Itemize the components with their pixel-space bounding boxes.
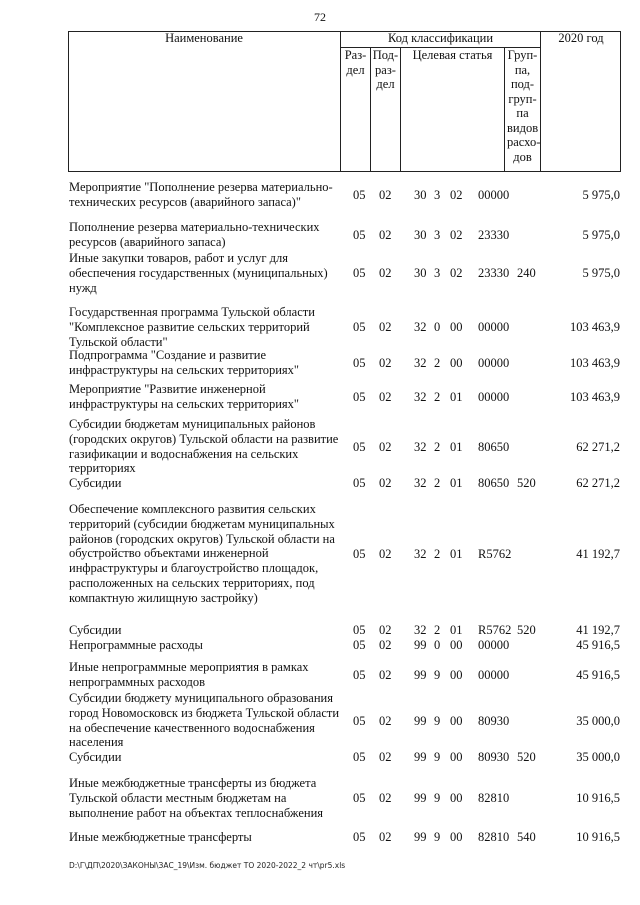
row-name: Государственная программа Тульской области "Комплексное развитие сельских территорий Тульской области" (69, 305, 315, 349)
row-pr: 02 (379, 791, 392, 806)
row-c: 00 (450, 638, 463, 652)
table-row (0, 660, 640, 690)
row-a: 99 (414, 638, 427, 652)
row-d: 82810 (478, 791, 510, 806)
row-name: Подпрограмма "Создание и развитие инфраструктуры на сельских территориях" (69, 348, 300, 377)
row-b: 2 (434, 389, 441, 404)
row-pr: 02 (379, 355, 392, 370)
row-pr: 02 (379, 439, 392, 454)
row-c: 02 (450, 227, 463, 242)
row-a: 32 (414, 546, 427, 561)
header-podrazdel: Под-раз-дел (370, 47, 400, 172)
row-c: 01 (450, 476, 463, 490)
row-name: Субсидии бюджетам муниципальных районов (городских округов) Тульской области на развитие газификации и водоснабжения на сельских территориях (69, 417, 339, 476)
row-b: 9 (434, 791, 441, 806)
row-r: 05 (353, 389, 366, 404)
header-name-cell (68, 31, 340, 172)
row-d: 00000 (478, 667, 510, 682)
row-amount: 5 975,0 (582, 227, 620, 242)
row-r: 05 (353, 830, 366, 844)
row-a: 99 (414, 667, 427, 682)
row-grp: 520 (517, 623, 536, 637)
row-amount: 103 463,9 (570, 389, 620, 404)
header-target: Целевая статья (400, 47, 504, 172)
row-b: 9 (434, 830, 441, 844)
row-c: 02 (450, 187, 463, 202)
row-r: 05 (353, 667, 366, 682)
row-b: 0 (434, 638, 441, 652)
table-row (0, 830, 640, 845)
row-pr: 02 (379, 830, 392, 844)
row-a: 30 (414, 227, 427, 242)
row-a: 32 (414, 320, 427, 335)
table-row (0, 638, 640, 653)
table-row (0, 476, 640, 491)
row-c: 01 (450, 623, 463, 637)
row-pr: 02 (379, 750, 392, 764)
row-name: Субсидии (69, 623, 122, 637)
row-amount: 35 000,0 (576, 713, 620, 728)
row-pr: 02 (379, 638, 392, 652)
row-b: 2 (434, 439, 441, 454)
row-a: 32 (414, 623, 427, 637)
row-name: Обеспечение комплексного развития сельских территорий (субсидии бюджетам муниципальных районов (городских округов) Тульской области на обустройство объектами инженерной инфраструктуры и благоустройство площадок, расположенных на сельских территориях, под компактную жилищную застройку) (69, 502, 335, 605)
table-row (0, 220, 640, 250)
row-amount: 62 271,2 (576, 439, 620, 454)
row-r: 05 (353, 638, 366, 652)
row-pr: 02 (379, 187, 392, 202)
row-d: 80650 (478, 439, 510, 454)
table-row (0, 776, 640, 820)
row-amount: 103 463,9 (570, 320, 620, 335)
row-amount: 5 975,0 (582, 187, 620, 202)
row-c: 00 (450, 830, 463, 844)
row-c: 00 (450, 320, 463, 335)
row-d: R5762 (478, 546, 512, 561)
row-grp: 540 (517, 830, 536, 844)
header-razdel: Раз-дел (340, 47, 370, 172)
row-d: 80930 (478, 750, 510, 764)
row-amount: 45 916,5 (576, 667, 620, 682)
row-a: 30 (414, 187, 427, 202)
row-pr: 02 (379, 476, 392, 490)
row-name: Субсидии (69, 476, 122, 490)
row-b: 2 (434, 355, 441, 370)
row-name: Иные непрограммные мероприятия в рамках непрограммных расходов (69, 660, 309, 689)
table-row (0, 348, 640, 378)
row-b: 3 (434, 227, 441, 242)
row-c: 00 (450, 667, 463, 682)
row-a: 32 (414, 389, 427, 404)
row-amount: 45 916,5 (576, 638, 620, 652)
row-pr: 02 (379, 623, 392, 637)
row-r: 05 (353, 187, 366, 202)
row-d: 23330 (478, 227, 510, 242)
row-a: 99 (414, 713, 427, 728)
header-year: 2020 год (540, 31, 621, 172)
footer-path: D:\Г\ДП\2020\ЗАКОНЫ\ЗАС_19\Изм. бюджет ТО 2020-2022_2 чт\pr5.xls (69, 861, 346, 870)
row-amount: 41 192,7 (576, 623, 620, 637)
row-b: 9 (434, 713, 441, 728)
row-b: 2 (434, 476, 441, 490)
row-pr: 02 (379, 266, 392, 281)
row-a: 32 (414, 439, 427, 454)
row-c: 01 (450, 439, 463, 454)
row-amount: 35 000,0 (576, 750, 620, 764)
row-r: 05 (353, 320, 366, 335)
row-d: 80930 (478, 713, 510, 728)
row-d: 82810 (478, 830, 510, 844)
row-name: Иные межбюджетные трансферты (69, 830, 252, 844)
table-row (0, 623, 640, 638)
row-name: Пополнение резерва материально-технических ресурсов (аварийного запаса) (69, 220, 320, 249)
table-row (0, 750, 640, 765)
row-name: Субсидии (69, 750, 122, 764)
row-a: 99 (414, 791, 427, 806)
row-name: Иные межбюджетные трансферты из бюджета Тульской области местным бюджетам на выполнение работ на объектах теплоснабжения (69, 776, 324, 820)
table-row (0, 180, 640, 210)
row-c: 00 (450, 791, 463, 806)
row-r: 05 (353, 439, 366, 454)
row-a: 30 (414, 266, 427, 281)
row-amount: 103 463,9 (570, 355, 620, 370)
row-b: 3 (434, 187, 441, 202)
row-b: 2 (434, 546, 441, 561)
row-name: Иные закупки товаров, работ и услуг для обеспечения государственных (муниципальных) нужд (69, 251, 328, 295)
row-r: 05 (353, 546, 366, 561)
header-group: Груп-па, под-груп-па видов расхо-дов (504, 47, 540, 172)
table-row (0, 305, 640, 349)
row-b: 3 (434, 266, 441, 281)
row-b: 0 (434, 320, 441, 335)
row-b: 9 (434, 667, 441, 682)
row-pr: 02 (379, 389, 392, 404)
page-number: 72 (314, 10, 326, 24)
row-name: Мероприятие "Пополнение резерва материально-технических ресурсов (аварийного запаса)" (69, 180, 333, 209)
row-a: 32 (414, 355, 427, 370)
row-pr: 02 (379, 546, 392, 561)
row-amount: 10 916,5 (576, 791, 620, 806)
row-name: Субсидии бюджету муниципального образования город Новомосковск из бюджета Тульской области на обеспечение качественного водоснабжения населения (69, 691, 340, 750)
row-d: 00000 (478, 355, 510, 370)
row-amount: 5 975,0 (582, 266, 620, 281)
table-row (0, 251, 640, 295)
table-row (0, 691, 640, 750)
row-r: 05 (353, 791, 366, 806)
row-amount: 62 271,2 (576, 476, 620, 490)
row-a: 99 (414, 830, 427, 844)
row-d: 23330 (478, 266, 510, 281)
row-r: 05 (353, 476, 366, 490)
row-grp: 520 (517, 476, 536, 490)
row-a: 99 (414, 750, 427, 764)
table-row (0, 502, 640, 606)
row-r: 05 (353, 713, 366, 728)
header-code-group: Код классификации (340, 31, 540, 47)
row-c: 01 (450, 546, 463, 561)
row-c: 02 (450, 266, 463, 281)
row-grp: 240 (517, 266, 536, 281)
row-d: 00000 (478, 320, 510, 335)
row-r: 05 (353, 750, 366, 764)
row-pr: 02 (379, 320, 392, 335)
row-b: 9 (434, 750, 441, 764)
row-d: 00000 (478, 389, 510, 404)
row-a: 32 (414, 476, 427, 490)
row-pr: 02 (379, 713, 392, 728)
row-r: 05 (353, 355, 366, 370)
header-name: Наименование (165, 31, 243, 45)
row-amount: 10 916,5 (576, 830, 620, 844)
row-d: R5762 (478, 623, 512, 637)
row-c: 00 (450, 355, 463, 370)
row-amount: 41 192,7 (576, 546, 620, 561)
row-r: 05 (353, 623, 366, 637)
row-c: 00 (450, 713, 463, 728)
row-d: 00000 (478, 187, 510, 202)
table-row (0, 382, 640, 412)
row-r: 05 (353, 266, 366, 281)
row-name: Мероприятие "Развитие инженерной инфраструктуры на сельских территориях" (69, 382, 300, 411)
row-d: 00000 (478, 638, 510, 652)
row-name: Непрограммные расходы (69, 638, 203, 652)
row-c: 00 (450, 750, 463, 764)
row-d: 80650 (478, 476, 510, 490)
row-b: 2 (434, 623, 441, 637)
row-pr: 02 (379, 667, 392, 682)
table-row (0, 417, 640, 476)
row-pr: 02 (379, 227, 392, 242)
row-c: 01 (450, 389, 463, 404)
row-r: 05 (353, 227, 366, 242)
row-grp: 520 (517, 750, 536, 764)
table-header (68, 31, 621, 172)
